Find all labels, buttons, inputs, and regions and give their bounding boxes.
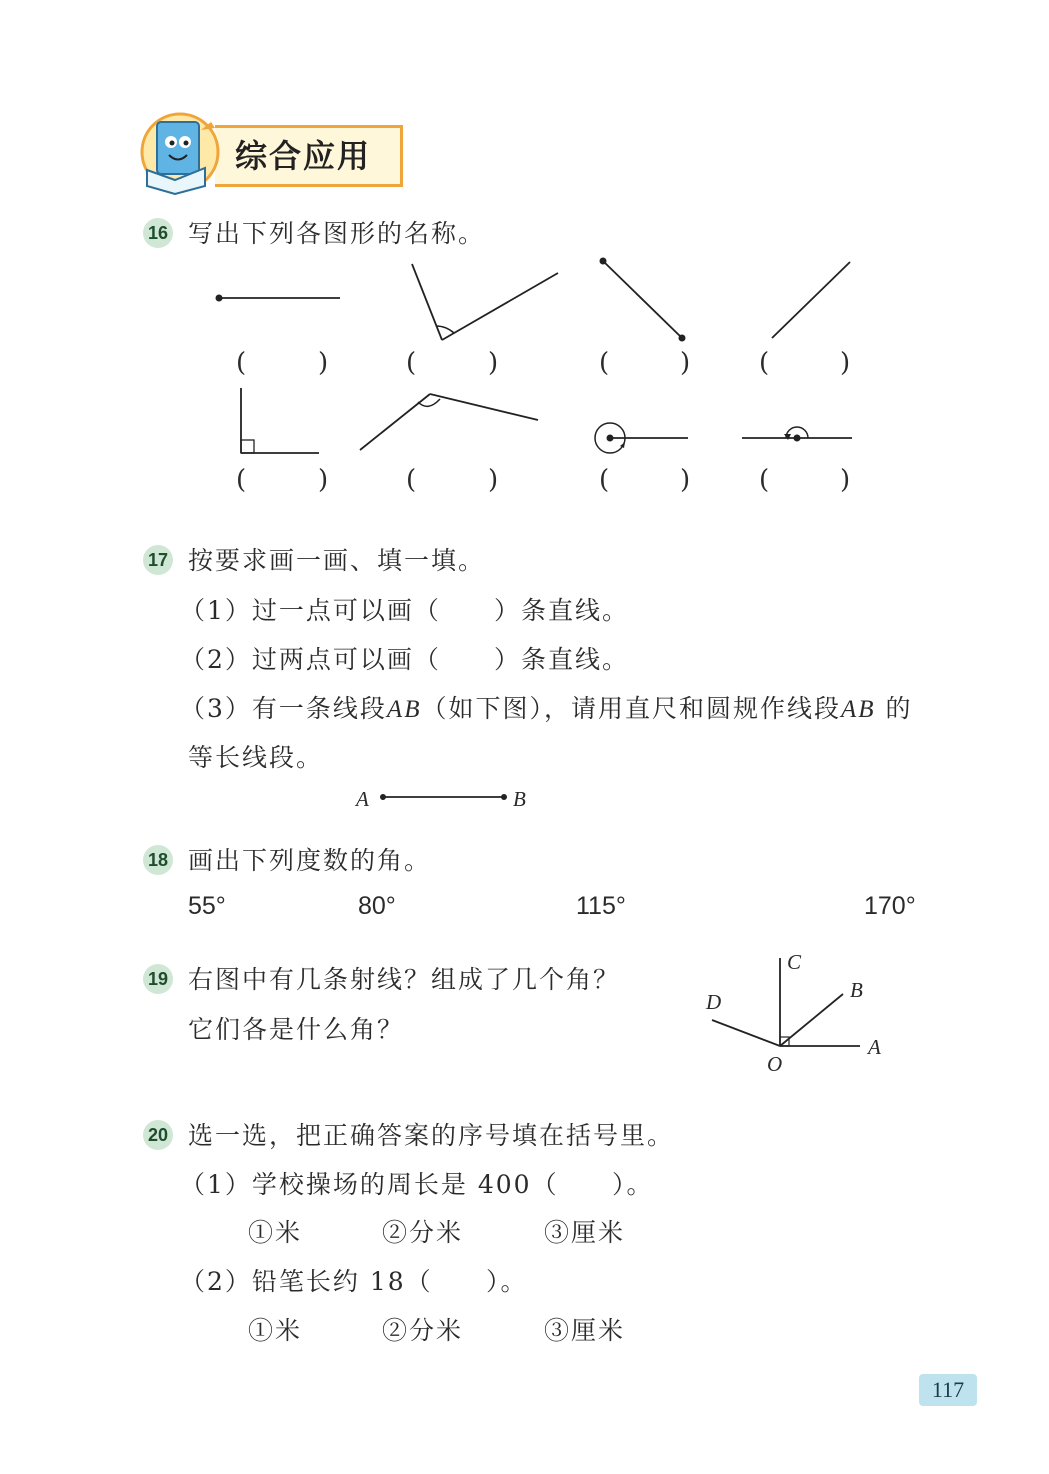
figure-line-segment	[600, 258, 686, 342]
question-20-text: 选一选，把正确答案的序号填在括号里。	[188, 1121, 675, 1150]
answer-bracket-open: (	[759, 348, 770, 378]
q20-part2-option-2: ②分米	[382, 1316, 464, 1345]
q17-part3-line1	[180, 689, 913, 725]
answer-bracket-close: )	[840, 465, 851, 495]
question-number-18: 18	[143, 845, 173, 875]
answer-bracket-open: (	[599, 465, 610, 495]
answer-bracket-open: (	[599, 348, 610, 378]
answer-bracket-open: (	[236, 348, 247, 378]
answer-bracket-close: )	[840, 348, 851, 378]
q17-part1-prefix: （1）过一点可以画（	[180, 596, 441, 625]
figure-right-angle	[241, 388, 319, 453]
degree-80: 80°	[358, 892, 396, 920]
figure-straight-line	[772, 262, 850, 338]
q20-part1-prefix: （1）学校操场的周长是 400（	[180, 1170, 559, 1199]
q17-part2-prefix: （2）过两点可以画（	[180, 645, 441, 674]
ray-label-c: C	[787, 950, 802, 974]
ray-label-d: D	[706, 990, 722, 1014]
figure-straight-angle	[742, 427, 852, 442]
question-number-16: 16	[143, 218, 173, 248]
ray-label-a: A	[868, 1035, 881, 1059]
answer-bracket-close: )	[488, 465, 499, 495]
answer-bracket-open: (	[406, 465, 417, 495]
segment-ab-figure	[370, 785, 520, 810]
q20-part2-option-3: ③厘米	[544, 1316, 626, 1345]
segment-ab-label: AB	[840, 696, 876, 723]
q17-part3-line2: 等长线段。	[188, 743, 324, 772]
question-number-20: 20	[143, 1120, 173, 1150]
answer-bracket-open: (	[236, 465, 247, 495]
point-a-label: A	[356, 787, 369, 811]
question-number-19: 19	[143, 964, 173, 994]
question-19-line1: 右图中有几条射线？组成了几个角？	[188, 965, 621, 994]
degree-170: 170°	[864, 892, 916, 920]
q20-part1-option-2: ②分米	[382, 1218, 464, 1247]
point-b-label: B	[513, 787, 526, 811]
answer-bracket-open: (	[406, 348, 417, 378]
q17-part1-suffix: ）条直线。	[494, 596, 630, 625]
vertex-label-o: O	[767, 1052, 783, 1076]
figure-round-angle	[595, 423, 688, 453]
figure-acute-angle	[412, 264, 558, 340]
answer-bracket-close: )	[488, 348, 499, 378]
question-18-text: 画出下列度数的角。	[188, 846, 432, 875]
section-title: 综合应用	[235, 137, 372, 175]
page-number: 117	[919, 1374, 977, 1406]
degree-115: 115°	[576, 892, 626, 920]
q20-part2-prefix: （2）铅笔长约 18（	[180, 1267, 433, 1296]
q20-part1-option-3: ③厘米	[544, 1218, 626, 1247]
q17-part3-text-b: （如下图），请用直尺和圆规作线段	[421, 694, 841, 723]
degree-55: 55°	[188, 892, 226, 920]
answer-bracket-open: (	[759, 465, 770, 495]
q17-part2-suffix: ）条直线。	[494, 645, 630, 674]
answer-bracket-close: )	[318, 465, 329, 495]
segment-ab-label: AB	[386, 696, 422, 723]
q20-part2-suffix: ）。	[486, 1267, 528, 1296]
answer-bracket-close: )	[680, 348, 691, 378]
answer-bracket-close: )	[318, 348, 329, 378]
figure-ray	[216, 295, 341, 302]
q20-part1-option-1: ①米	[248, 1218, 303, 1247]
question-16-text: 写出下列各图形的名称。	[188, 219, 486, 248]
q20-part1-suffix: ）。	[612, 1170, 654, 1199]
answer-bracket-close: )	[680, 465, 691, 495]
question-19-line2: 它们各是什么角？	[188, 1015, 405, 1044]
q17-part3-text-a: （3）有一条线段	[180, 694, 387, 723]
figure-obtuse-angle	[360, 394, 538, 450]
q17-part3-text-c: 的	[885, 694, 913, 723]
q20-part2-option-1: ①米	[248, 1316, 303, 1345]
question-17-text: 按要求画一画、填一填。	[188, 546, 486, 575]
ray-label-b: B	[850, 978, 863, 1002]
question-number-17: 17	[143, 545, 173, 575]
